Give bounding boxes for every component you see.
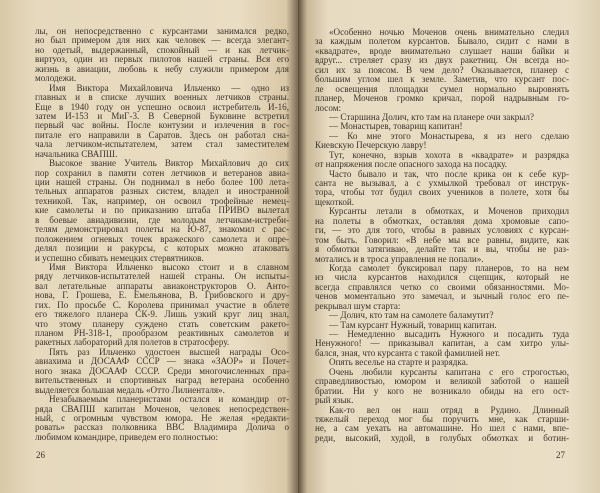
right-page-text bbox=[315, 28, 569, 443]
text-line: большим углом шел к земле. Заметив, что курсант пос- bbox=[315, 74, 569, 85]
text-line: тельных аппаратов разных систем, владел и иностранной bbox=[35, 186, 289, 197]
right-page bbox=[298, 0, 600, 493]
text-line: ряда СВАПШ капитан Моченов, человек непосредствен- bbox=[35, 403, 289, 414]
text-line: Пять раз Ильченко удостоен высшей награды Осо- bbox=[49, 346, 289, 357]
text-line: щекоткой. bbox=[315, 196, 355, 207]
text-line: Тут, конечно, взрыв хохота в «квадрате» и разрядка bbox=[329, 149, 569, 160]
text-line: ракетных лабораторий для полетов в стратосферу. bbox=[35, 337, 230, 348]
text-line: в боевые авиадивизии, где молодым летчикам-истреби- bbox=[35, 214, 289, 225]
text-line: за каждым полетом курсантов. Бывало, сидит с нами в bbox=[315, 36, 569, 47]
text-line: том быть. Говорил: «В небе мы все равны, видите, как bbox=[315, 234, 569, 245]
text-line: Киевскую Печерскую лавру! bbox=[315, 140, 427, 151]
text-line: «квадрате», вроде внимательно слушает наши байки и bbox=[315, 45, 569, 56]
text-line: рекрывал шум старта: bbox=[315, 300, 401, 311]
text-line: и успешно сбивать немецких стервятников. bbox=[35, 252, 204, 263]
text-line: Высокое звание Учитель Виктор Михайлович до сих bbox=[49, 158, 289, 169]
text-line: сил их за поясом. В чем дело? Оказывается, планер с bbox=[315, 64, 569, 75]
text-line: — Долич, кто там на самолете баламутит? bbox=[329, 310, 494, 321]
text-line: вдруг... стреляет сразу из двух ракетниц. Он всегда но- bbox=[315, 55, 569, 66]
text-line: Как-то вел он наш отряд в Рудино. Длинный bbox=[329, 404, 569, 415]
text-line: жизнь в авиации, любовь к небу служили примером для bbox=[35, 63, 289, 74]
page-number-left: 26 bbox=[36, 450, 45, 460]
text-line: Имя Виктора Ильченко высоко стоит и в славном bbox=[49, 261, 289, 272]
left-page-text bbox=[35, 27, 289, 442]
text-line: любимом командире, приведем его полностью: bbox=[35, 431, 218, 442]
text-line: тора, чтобы тот будил своих учеников в полете, хотя бы bbox=[315, 187, 569, 198]
text-line: из числа курсантов находился сцепщик, который не bbox=[315, 272, 569, 283]
text-line: — Немедленно высадить Нужного и посадить туда bbox=[329, 329, 569, 339]
text-line: ного знака ДОСААФ СССР. Среди многочисленных пра- bbox=[35, 365, 289, 376]
text-line: Опять веселье на старте и разрядка. bbox=[329, 357, 468, 368]
left-page bbox=[0, 0, 298, 493]
text-line: главных и в списке лучших военных летчиков страны. bbox=[35, 92, 289, 103]
text-line: чала летчиком-испытателем, затем стал заместителем bbox=[35, 139, 289, 150]
text-line: пор сохранил в памяти сотен летчиков и ветеранов авиа- bbox=[35, 167, 289, 178]
text-line: планер, Моченов громко кричал, порой надрывным го- bbox=[315, 93, 569, 104]
text-line: нова, Г. Грошева, Е. Емельянова, В. Грибовского и дру- bbox=[35, 290, 289, 301]
text-line: Часто бывало и так, что после крика он к себе кур- bbox=[329, 168, 569, 179]
text-line: ле освещения площадки сумел нормально выровнять bbox=[315, 83, 569, 94]
text-line: делял позиции и ракурсы, с которых можно атаковать bbox=[35, 243, 289, 254]
text-line: лы, он непосредственно с курсантами занимался редко, bbox=[35, 26, 289, 36]
text-line: планом РН-318-1, прообразом реактивных самолетов и bbox=[35, 328, 289, 338]
text-line: не, а сам уехать на автомашине. Но шел с нами, впе- bbox=[315, 423, 569, 434]
text-line: я обмотки затягиваю, делайте так и вы, чтобы не раз- bbox=[315, 244, 569, 255]
text-line: всегда справлялся четко со своими обязанностями. Мо- bbox=[315, 281, 569, 292]
text-line: мотались и в троса управления не попали». bbox=[315, 253, 484, 264]
text-line: но одетый, выдержанный, спокойный — и как летчик- bbox=[35, 44, 289, 55]
text-line: Когда самолет буксировал пару планеров, то на нем bbox=[329, 262, 569, 273]
text-line: братии. Ни у кого не возникало обиды на его ост- bbox=[315, 385, 569, 396]
text-line: Имя Виктора Михайловича Ильченко — одно из bbox=[49, 82, 289, 93]
text-line: — Монастырев, товарищ капитан! bbox=[329, 121, 463, 132]
text-line: рый язык. bbox=[315, 395, 354, 406]
text-line: но был примером для них как человек — всегда элегант- bbox=[35, 35, 289, 46]
text-line: положением огневых точек вражеского самолета и опре- bbox=[35, 233, 289, 244]
text-line: вительственных и спортивных наград ветерана особенно bbox=[35, 375, 289, 386]
text-line: ги, — это для того, чтобы в равных условиях с курсан- bbox=[315, 225, 569, 236]
text-line: техникой. Так, например, он освоил трофейные немец- bbox=[35, 195, 289, 206]
text-line: его тяжелого планера СК-9. Лишь узкий круг лиц знал, bbox=[35, 309, 289, 320]
text-line: «Особенно ночью Моченов очень внимательно следил bbox=[329, 27, 569, 37]
text-line: ровать» рассказ полковника ВВС Владимира Долича о bbox=[35, 422, 289, 433]
text-line: первый час войны. После контузии и излечения в гос- bbox=[35, 120, 289, 131]
text-line: лосом: bbox=[315, 102, 342, 113]
text-line: справедливостью, юмором и великой заботой о нашей bbox=[315, 376, 569, 387]
text-line: ный, с огромным чувством юмора. Не желая «редакти- bbox=[35, 412, 289, 423]
text-line: Ненужного! — приказывал капитан, а сам хитро улы- bbox=[315, 338, 569, 349]
text-line: телям демонстрировал полеты на Ю-87, знакомил с рас- bbox=[35, 224, 289, 235]
text-line: ряду летчиков-испытателей нашей страны. Он испыты- bbox=[35, 271, 289, 282]
text-line: ции нашей страны. Он поднимал в небо более 100 лета- bbox=[35, 177, 289, 187]
text-line: питале его направили в Саратов. Здесь он работал сна- bbox=[35, 129, 289, 140]
text-line: — Ко мне этого Монастырева, я из него сделаю bbox=[329, 130, 569, 141]
text-line: от напряжения после опасного захода на посадку. bbox=[315, 159, 508, 170]
text-line: Очень любили курсанты капитана с его строгостью, bbox=[329, 366, 569, 377]
text-line: Курсанты летали в обмотках, и Моченов приходил bbox=[329, 206, 569, 217]
text-line: вал летательные аппараты авиаконструкторов О. Анто- bbox=[35, 280, 289, 291]
text-line: тяжелый переход мог бы поручить мне, как старши- bbox=[315, 413, 569, 424]
text-line: гих. По просьбе С. Королева принимал участие в облете bbox=[35, 299, 289, 310]
text-line: санта не вызывал, а с ухмылкой требовал от инструк- bbox=[315, 178, 569, 188]
text-line: Еще в 1940 году он успешно освоил истребитель И-16, bbox=[35, 101, 289, 112]
text-line: — Старшина Долич, кто там на планере очи закрыл? bbox=[329, 111, 534, 122]
text-line: Незабываемым планеристами остался и командир от- bbox=[49, 394, 289, 405]
text-line: реди, высокий, худой, в голубых обмотках и ботин- bbox=[315, 432, 569, 443]
text-line: кие самолеты и по приказанию штаба ПРИВО вылетал bbox=[35, 205, 289, 216]
text-line: авиахима и ДОСААФ СССР — знака «ЗАОР» и Почет- bbox=[35, 356, 289, 367]
text-line: молодежи. bbox=[35, 73, 77, 84]
text-line: начальника СВАПШ. bbox=[35, 148, 118, 159]
text-line: бался, зная, что курсанта с такой фамилией нет. bbox=[315, 347, 501, 358]
text-line: — Там курсант Нужный, товарищ капитан. bbox=[329, 319, 497, 330]
text-line: виртуоз, один из первых пилотов нашей страны. Вся его bbox=[35, 54, 289, 65]
page-number-right: 27 bbox=[556, 450, 565, 460]
text-line: выделяется большая медаль «Отто Лилиенталя». bbox=[35, 384, 225, 395]
text-line: что этому планеру суждено стать советским ракето- bbox=[35, 318, 289, 329]
text-line: на полеты в обмотках, оставляя дома хромовые сапо- bbox=[315, 215, 569, 226]
text-line: затем И-153 и МиГ-3. В Северной Буковине встретил bbox=[35, 110, 289, 121]
text-line: ченов моментально это замечал, и зычный голос его пе- bbox=[315, 291, 569, 302]
